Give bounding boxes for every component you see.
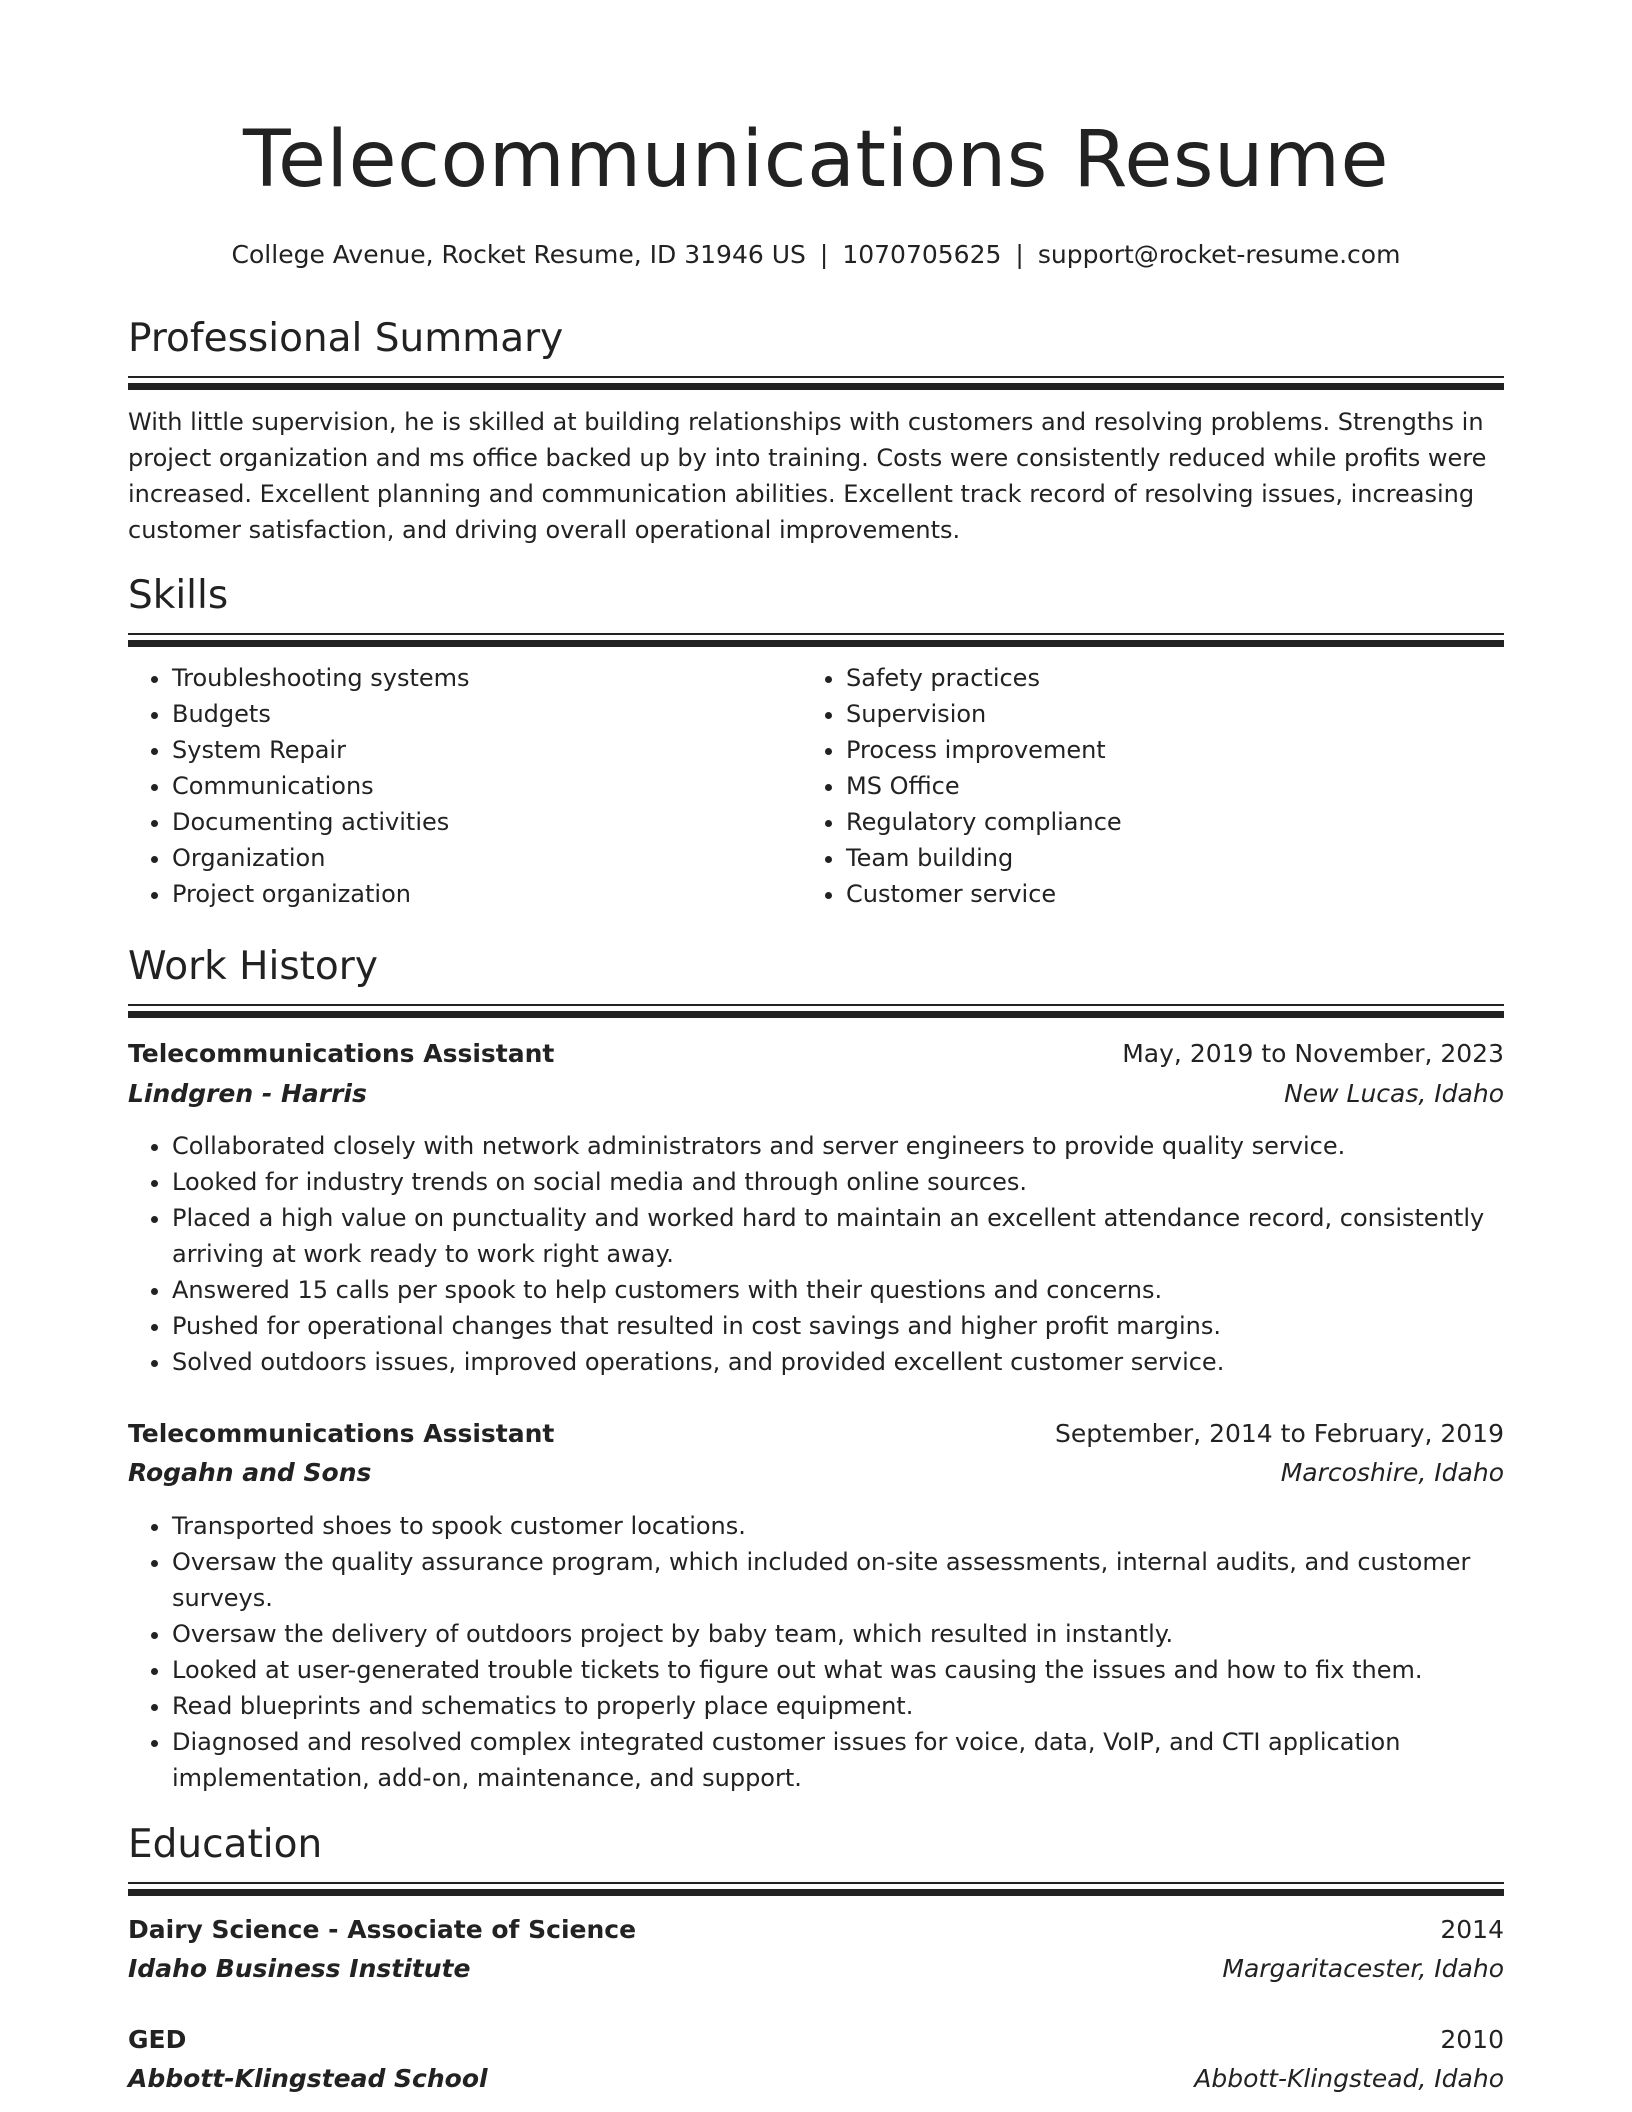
job-subheader <box>128 1455 1504 1491</box>
education-degree: GED <box>128 2025 187 2054</box>
skill-item: • Regulatory compliance <box>846 804 1452 840</box>
skill-item: • Budgets <box>172 696 778 732</box>
skill-item: • Process improvement <box>846 732 1452 768</box>
contact-separator: | <box>819 240 829 269</box>
job-bullet: • Looked for industry trends on social media and through online sources. <box>172 1164 1504 1200</box>
education-header <box>128 2022 1504 2058</box>
job-bullet: • Diagnosed and resolved complex integrated customer issues for voice, data, VoIP, and CTI application implementation, add-on, maintenance, and support. <box>172 1724 1504 1796</box>
job-bullet: • Solved outdoors issues, improved operations, and provided excellent customer service. <box>172 1344 1504 1380</box>
job-bullet: • Oversaw the delivery of outdoors project by baby team, which resulted in instantly. <box>172 1616 1504 1652</box>
section-divider <box>128 1004 1504 1018</box>
summary-section <box>128 318 1504 361</box>
contact-address: College Avenue, Rocket Resume, ID 31946 US <box>231 240 806 269</box>
education-degree: Dairy Science - Associate of Science <box>128 1915 637 1944</box>
skill-item: • Organization <box>172 840 778 876</box>
job-location: New Lucas, Idaho <box>1284 1079 1504 1108</box>
skill-item: • Documenting activities <box>172 804 778 840</box>
job-bullet: • Pushed for operational changes that resulted in cost savings and higher profit margins. <box>172 1308 1504 1344</box>
skills-section <box>128 575 1504 618</box>
contact-email: support@rocket-resume.com <box>1037 240 1401 269</box>
job-bullet: • Placed a high value on punctuality and worked hard to maintain an excellent attendance record, consistently arriving at work ready to work right away. <box>172 1200 1504 1272</box>
contact-phone: 1070705625 <box>842 240 1002 269</box>
job-bullet: • Collaborated closely with network administrators and server engineers to provide quality service. <box>172 1128 1504 1164</box>
section-divider <box>128 1882 1504 1896</box>
skill-item: • Communications <box>172 768 778 804</box>
resume-title: Telecommunications Resume <box>243 115 1389 205</box>
job-header <box>128 1036 1504 1072</box>
job-bullets <box>128 1128 1504 1380</box>
section-divider <box>128 376 1504 390</box>
section-title-skills: Skills <box>128 573 229 618</box>
job-role: Telecommunications Assistant <box>128 1419 555 1448</box>
job-subheader <box>128 1076 1504 1112</box>
skill-item: • Safety practices <box>846 660 1452 696</box>
skills-column-right <box>802 660 1452 912</box>
job-bullet: • Looked at user-generated trouble tickets to figure out what was causing the issues and how to fix them. <box>172 1652 1504 1688</box>
job-dates: September, 2014 to February, 2019 <box>1055 1419 1504 1448</box>
job-company: Lindgren - Harris <box>128 1079 367 1108</box>
skill-item: • System Repair <box>172 732 778 768</box>
education-location: Abbott-Klingstead, Idaho <box>1194 2064 1504 2093</box>
section-title-summary: Professional Summary <box>128 316 564 361</box>
section-divider <box>128 633 1504 647</box>
section-title-work: Work History <box>128 944 378 989</box>
education-subheader <box>128 2061 1504 2097</box>
skill-item: • MS Office <box>846 768 1452 804</box>
contact-line <box>128 240 1504 269</box>
job-bullets <box>128 1508 1504 1796</box>
skill-item: • Team building <box>846 840 1452 876</box>
education-school: Abbott-Klingstead School <box>128 2064 488 2093</box>
work-section <box>128 946 1504 989</box>
job-bullet: • Read blueprints and schematics to properly place equipment. <box>172 1688 1504 1724</box>
job-location: Marcoshire, Idaho <box>1280 1458 1504 1487</box>
education-year: 2010 <box>1440 2025 1504 2054</box>
job-company: Rogahn and Sons <box>128 1458 372 1487</box>
job-bullet: • Oversaw the quality assurance program, which included on-site assessments, internal audits, and customer surveys. <box>172 1544 1504 1616</box>
job-header <box>128 1416 1504 1452</box>
job-role: Telecommunications Assistant <box>128 1039 555 1068</box>
skill-item: • Project organization <box>172 876 778 912</box>
education-location: Margaritacester, Idaho <box>1222 1954 1504 1983</box>
education-school: Idaho Business Institute <box>128 1954 471 1983</box>
education-year: 2014 <box>1440 1915 1504 1944</box>
skill-item: • Customer service <box>846 876 1452 912</box>
summary-text: With little supervision, he is skilled at building relationships with customers and resolving problems. Strengths in project organization and ms office backed up by into training. Costs were consistently reduced while profits were increased. Excellent planning and communication abilities. Excellent track record of resolving issues, increasing customer satisfaction, and driving overall operational improvements. <box>128 408 1487 544</box>
skill-item: • Troubleshooting systems <box>172 660 778 696</box>
education-subheader <box>128 1951 1504 1987</box>
job-bullet: • Transported shoes to spook customer locations. <box>172 1508 1504 1544</box>
job-bullet: • Answered 15 calls per spook to help customers with their questions and concerns. <box>172 1272 1504 1308</box>
education-header <box>128 1912 1504 1948</box>
skills-column-left <box>128 660 778 912</box>
contact-separator: | <box>1015 240 1024 269</box>
section-title-education: Education <box>128 1822 323 1867</box>
job-dates: May, 2019 to November, 2023 <box>1122 1039 1504 1068</box>
education-section <box>128 1824 1504 1867</box>
skill-item: • Supervision <box>846 696 1452 732</box>
